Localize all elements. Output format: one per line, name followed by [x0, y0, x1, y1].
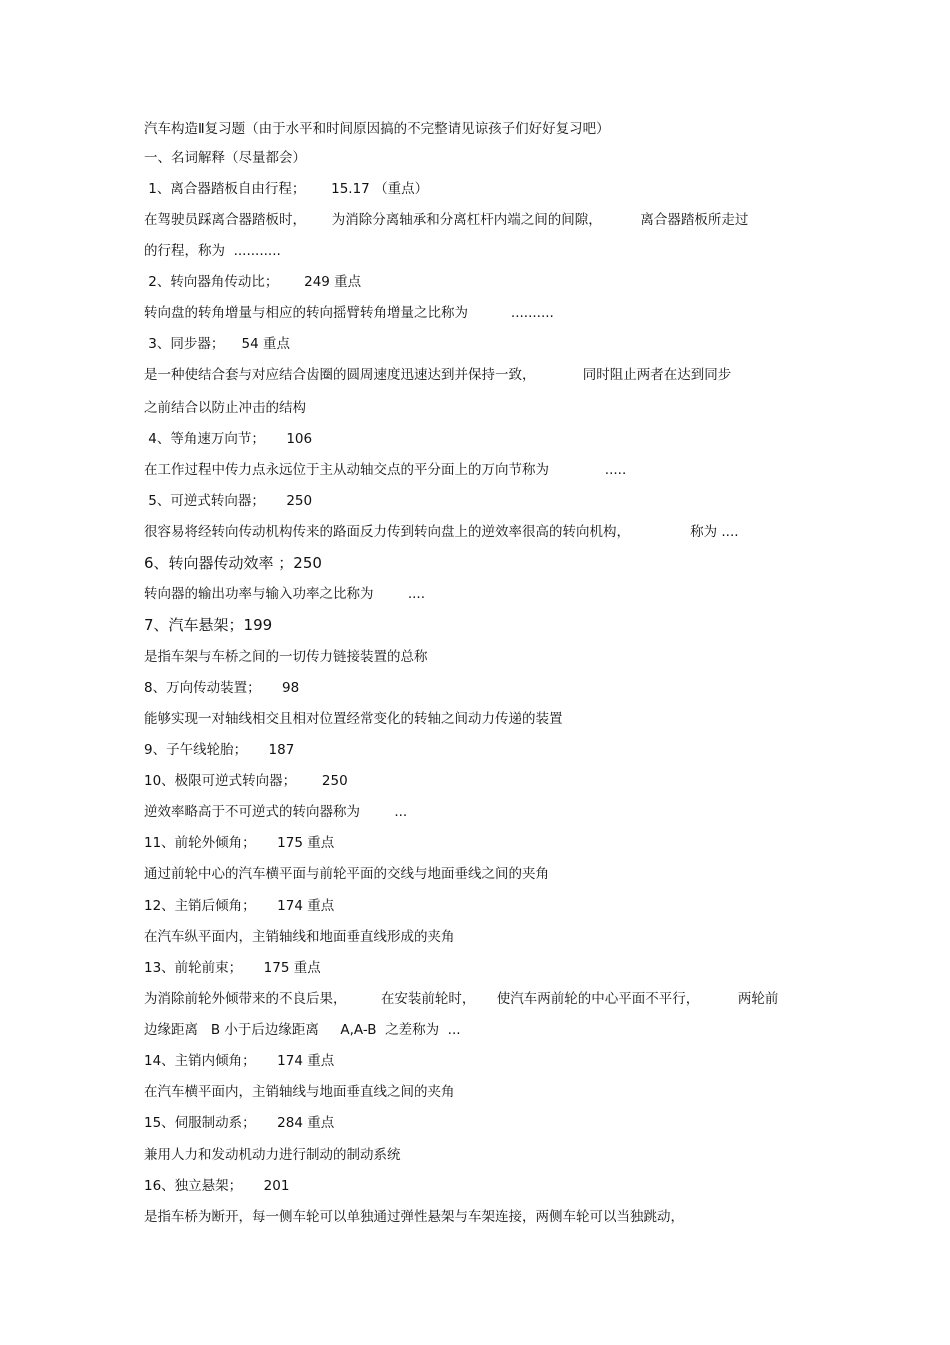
- definition-text: 逆效率略高于不可逆式的转向器称为 ...: [144, 804, 408, 820]
- definition-text: 边缘距离 B 小于后边缘距离 A,A-B 之差称为 ...: [144, 1022, 461, 1038]
- term-heading: 10、极限可逆式转向器； 250: [144, 773, 348, 789]
- term-heading: 14、主销内倾角； 174 重点: [144, 1053, 335, 1069]
- term-heading: 13、前轮前束； 175 重点: [144, 960, 321, 976]
- definition-text: 是指车架与车桥之间的一切传力链接装置的总称: [144, 649, 428, 665]
- definition-text: 是一种使结合套与对应结合齿圈的圆周速度迅速达到并保持一致， 同时阻止两者在达到同步: [144, 367, 732, 383]
- term-heading: 3、同步器； 54 重点: [144, 336, 291, 352]
- term-heading: 4、等角速万向节； 106: [144, 431, 313, 447]
- term-heading: 2、转向器角传动比； 249 重点: [144, 274, 362, 290]
- document-title: 汽车构造Ⅱ复习题（由于水平和时间原因搞的不完整请见谅孩子们好好复习吧）: [144, 121, 610, 137]
- term-heading: 7、汽车悬架；199: [144, 616, 273, 634]
- definition-text: 能够实现一对轴线相交且相对位置经常变化的转轴之间动力传递的装置: [144, 711, 563, 727]
- term-heading: 15、伺服制动系； 284 重点: [144, 1115, 335, 1131]
- definition-text: 兼用人力和发动机动力进行制动的制动系统: [144, 1147, 401, 1163]
- definition-text: 通过前轮中心的汽车横平面与前轮平面的交线与地面垂线之间的夹角: [144, 866, 549, 882]
- definition-text: 在工作过程中传力点永远位于主从动轴交点的平分面上的万向节称为 .....: [144, 462, 627, 478]
- term-heading: 6、转向器传动效率 ；250: [144, 554, 322, 572]
- definition-text: 转向器的输出功率与输入功率之比称为 ....: [144, 586, 425, 602]
- section-heading: 一、名词解释（尽量都会）: [144, 150, 306, 166]
- term-heading: 11、前轮外倾角； 175 重点: [144, 835, 335, 851]
- definition-text: 在驾驶员踩离合器踏板时， 为消除分离轴承和分离杠杆内端之间的间隙， 离合器踏板所走过: [144, 212, 749, 228]
- definition-text: 在汽车纵平面内，主销轴线和地面垂直线形成的夹角: [144, 929, 455, 945]
- definition-text: 的行程，称为 ...........: [144, 243, 281, 259]
- definition-text: 很容易将经转向传动机构传来的路面反力传到转向盘上的逆效率很高的转向机构， 称为 ....: [144, 524, 739, 540]
- term-heading: 9、子午线轮胎； 187: [144, 742, 295, 758]
- term-heading: 1、离合器踏板自由行程； 15.17 （重点）: [144, 181, 429, 197]
- definition-text: 是指车桥为断开，每一侧车轮可以单独通过弹性悬架与车架连接，两侧车轮可以当独跳动，: [144, 1209, 684, 1225]
- definition-text: 之前结合以防止冲击的结构: [144, 400, 306, 416]
- definition-text: 为消除前轮外倾带来的不良后果， 在安装前轮时， 使汽车两前轮的中心平面不平行， 两轮前: [144, 991, 779, 1007]
- term-heading: 8、万向传动装置； 98: [144, 680, 300, 696]
- term-heading: 12、主销后倾角； 174 重点: [144, 898, 335, 914]
- definition-text: 在汽车横平面内，主销轴线与地面垂直线之间的夹角: [144, 1084, 455, 1100]
- definition-text: 转向盘的转角增量与相应的转向摇臂转角增量之比称为 ..........: [144, 305, 554, 321]
- term-heading: 16、独立悬架； 201: [144, 1178, 290, 1194]
- term-heading: 5、可逆式转向器； 250: [144, 493, 313, 509]
